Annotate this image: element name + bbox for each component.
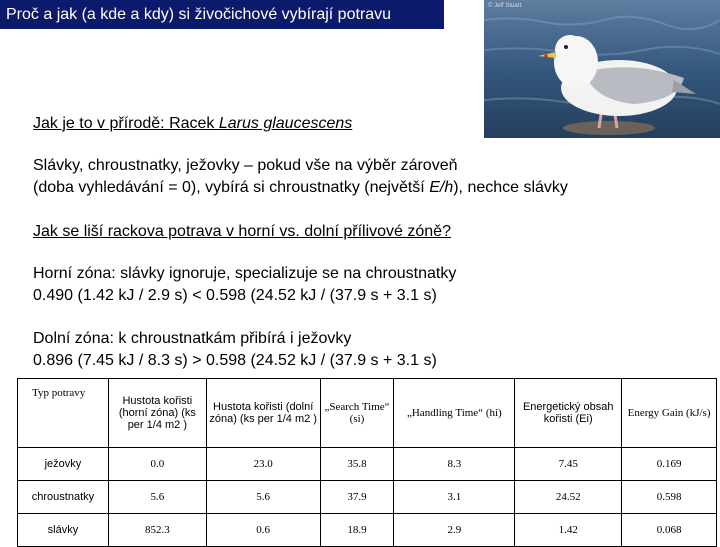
prey-table — [17, 378, 717, 547]
slide-title: Proč a jak (a kde a kdy) si živočichové vybírají potravu — [0, 0, 444, 29]
table-header-cell: Typ potravy — [18, 379, 109, 448]
table-header-cell: Energetický obsah kořisti (Ei) — [515, 379, 622, 448]
seagull-photo — [484, 0, 720, 138]
upper-zone-line1: Horní zóna: slávky ignoruje, specializuje se na chroustnatky — [33, 265, 457, 282]
table-header-cell: Energy Gain (kJ/s) — [622, 379, 717, 448]
table-cell: 0.169 — [622, 448, 717, 481]
lower-zone-line2: 0.896 (7.45 kJ / 8.3 s) > 0.598 (24.52 kJ / (37.9 s + 3.1 s) — [33, 352, 437, 369]
table-cell: 18.9 — [320, 514, 394, 547]
paragraph1-line2-a: (doba vyhledávání = 0), vybírá si chroustnatky (největší — [33, 179, 430, 196]
table-cell: 24.52 — [515, 481, 622, 514]
table-cell: chroustnatky — [18, 481, 109, 514]
table-cell: 0.068 — [622, 514, 717, 547]
table-row — [18, 514, 717, 547]
table-cell: 35.8 — [320, 448, 394, 481]
table-cell: 2.9 — [394, 514, 515, 547]
question-heading: Jak se liší rackova potrava v horní vs. dolní přílivové zóně? — [33, 223, 451, 240]
table-cell: slávky — [18, 514, 109, 547]
table-cell: ježovky — [18, 448, 109, 481]
table-cell: 1.42 — [515, 514, 622, 547]
table-cell: 5.6 — [206, 481, 320, 514]
photo-credit: © Jeff Stuart — [488, 3, 522, 9]
table-header-cell: „Search Time“ (si) — [320, 379, 394, 448]
heading-prefix: Jak je to v přírodě: Racek — [33, 115, 219, 132]
species-name: Larus glaucescens — [218, 115, 353, 132]
table-header-cell: Hustota kořisti (horní zóna) (ks per 1/4 m2 ) — [108, 379, 206, 448]
table-cell: 23.0 — [206, 448, 320, 481]
table-row — [18, 448, 717, 481]
table-cell: 7.45 — [515, 448, 622, 481]
paragraph1-line2 — [33, 177, 568, 199]
paragraph1-line2-em: E/h — [429, 179, 454, 196]
table-cell: 852.3 — [108, 514, 206, 547]
section-heading — [33, 113, 352, 135]
table-cell: 0.6 — [206, 514, 320, 547]
table-cell: 0.0 — [108, 448, 206, 481]
paragraph1-line2-b: ), nechce slávky — [453, 179, 568, 196]
table-header-cell: „Handling Time“ (hi) — [394, 379, 515, 448]
paragraph1-line1: Slávky, chroustnatky, ježovky – pokud vše na výběr zároveň — [33, 157, 458, 174]
table-cell: 8.3 — [394, 448, 515, 481]
table-cell: 3.1 — [394, 481, 515, 514]
table-cell: 37.9 — [320, 481, 394, 514]
upper-zone-line2: 0.490 (1.42 kJ / 2.9 s) < 0.598 (24.52 kJ / (37.9 s + 3.1 s) — [33, 287, 437, 304]
table-header-row — [18, 379, 717, 448]
table-cell: 0.598 — [622, 481, 717, 514]
lower-zone-line1: Dolní zóna: k chroustnatkám přibírá i ježovky — [33, 330, 352, 347]
table-row — [18, 481, 717, 514]
table-header-cell: Hustota kořisti (dolní zóna) (ks per 1/4 m2 ) — [206, 379, 320, 448]
table-cell: 5.6 — [108, 481, 206, 514]
